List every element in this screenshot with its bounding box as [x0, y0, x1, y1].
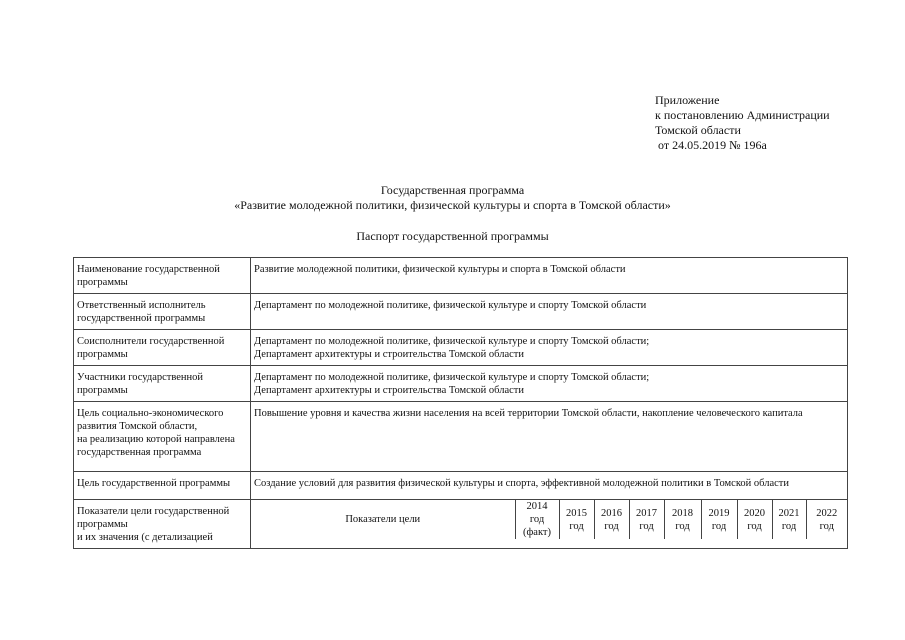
passport-title: Паспорт государственной программы	[356, 229, 549, 243]
appendix-line: Томской области	[655, 123, 741, 137]
row-label: Ответственный исполнитель государственной программы	[74, 294, 251, 330]
year-column-header	[594, 500, 629, 539]
row-label	[74, 500, 251, 549]
year-unit: год	[781, 520, 797, 532]
row-label	[74, 402, 251, 472]
row-label: Участники государственной программы	[74, 366, 251, 402]
row-value-line: Департамент архитектуры и строительства Томской области	[254, 385, 524, 396]
year-column-header	[737, 500, 772, 539]
program-title-line: Государственная программа	[380, 183, 525, 197]
row-value	[251, 330, 848, 366]
passport-table	[73, 257, 848, 549]
table-row	[74, 330, 848, 366]
table-row	[74, 366, 848, 402]
year-label: 2021	[778, 507, 800, 519]
year-unit: год	[819, 520, 834, 532]
indicators-cell	[251, 500, 848, 549]
row-label-line: Показатели цели государственной программы	[77, 506, 230, 530]
year-column-header	[701, 500, 737, 539]
table-row	[74, 402, 848, 472]
year-label: 2020	[744, 507, 765, 519]
row-value-line: Департамент по молодежной политике, физической культуре и спорту Томской области;	[254, 336, 650, 347]
year-label: 2014	[526, 501, 548, 512]
year-label: 2017	[636, 507, 657, 519]
year-column-header	[664, 500, 701, 539]
appendix-line: Приложение	[655, 93, 720, 107]
year-label: 2022	[816, 507, 838, 519]
year-column-header	[629, 500, 664, 539]
row-value-line: Департамент архитектуры и строительства Томской области	[254, 349, 524, 360]
year-label: 2018	[672, 507, 693, 519]
table-row	[74, 294, 848, 330]
row-value: Повышение уровня и качества жизни населения на всей территории Томской области, накопление человеческого капитала	[251, 402, 848, 472]
row-value: Развитие молодежной политики, физической культуры и спорта в Томской области	[251, 258, 848, 294]
table-row	[74, 258, 848, 294]
year-note: (факт)	[522, 527, 551, 538]
year-column-header	[515, 500, 559, 539]
table-row	[74, 472, 848, 500]
appendix-line: к постановлению Администрации	[655, 108, 830, 122]
year-unit: год	[569, 520, 584, 532]
row-value-line: Департамент по молодежной политике, физической культуре и спорту Томской области;	[254, 372, 650, 383]
indicators-header-table	[251, 500, 847, 539]
year-unit: год	[747, 520, 762, 532]
year-column-header	[559, 500, 594, 539]
year-unit: год	[711, 520, 727, 532]
year-column-header	[806, 500, 847, 539]
row-label-line: Цель социально-экономического развития Томской области,	[77, 408, 224, 432]
appendix-block	[655, 93, 830, 153]
year-unit: год	[529, 514, 545, 525]
year-column-header	[772, 500, 806, 539]
year-label: 2015	[566, 507, 587, 519]
row-label: Цель государственной программы	[74, 472, 251, 500]
table-row-indicators	[74, 500, 848, 549]
row-label-line: и их значения (с детализацией	[77, 532, 213, 543]
program-title-line: «Развитие молодежной политики, физической культуры и спорта в Томской области»	[234, 198, 671, 212]
year-unit: год	[604, 520, 619, 532]
row-value: Создание условий для развития физической культуры и спорта, эффективной молодежной политики в Томской области	[251, 472, 848, 500]
row-label: Соисполнители государственной программы	[74, 330, 251, 366]
year-label: 2019	[708, 507, 730, 519]
row-label: Наименование государственной программы	[74, 258, 251, 294]
row-value	[251, 366, 848, 402]
row-label-line: на реализацию которой направлена государственная программа	[77, 434, 235, 458]
indicators-header: Показатели цели	[345, 514, 421, 525]
program-title	[0, 183, 905, 213]
row-value: Департамент по молодежной политике, физической культуре и спорту Томской области	[251, 294, 848, 330]
year-label: 2016	[601, 507, 622, 519]
year-unit: год	[639, 520, 654, 532]
year-unit: год	[675, 520, 690, 532]
appendix-date: от 24.05.2019 № 196а	[658, 138, 767, 152]
